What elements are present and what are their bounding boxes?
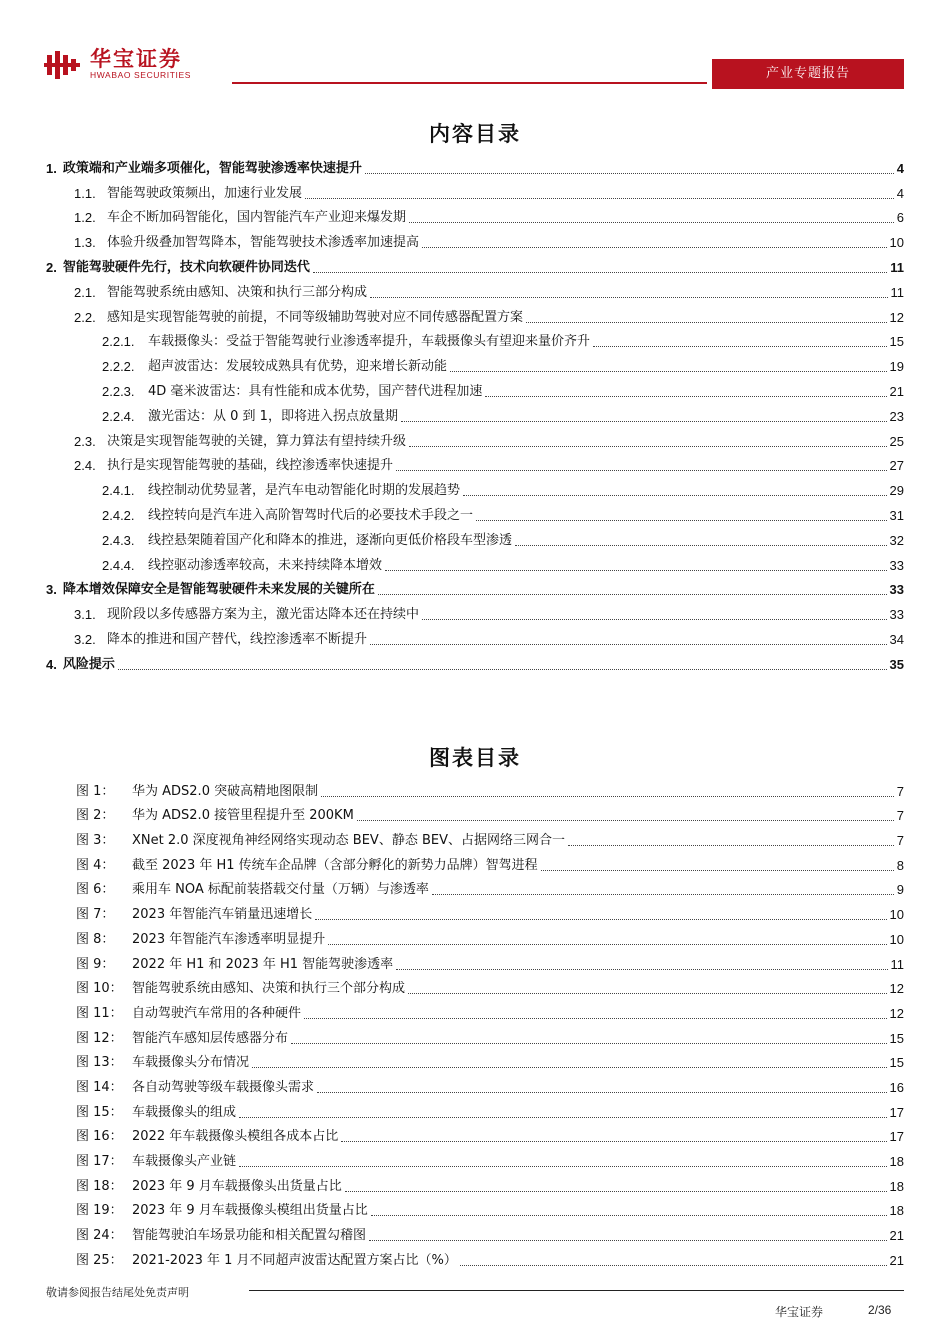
- figures-title: 图表目录: [429, 745, 521, 770]
- disclaimer-note: 敬请参阅报告结尾处免责声明: [46, 1286, 189, 1299]
- toc-entry-number: 2.4.: [74, 458, 96, 474]
- dot-leader: [422, 247, 887, 248]
- figure-entry-number: 图 11：: [76, 1005, 123, 1021]
- figure-entry-number: 图 9：: [76, 956, 115, 972]
- logo-name-cn: 华宝证券: [90, 47, 182, 71]
- toc-entry-number: 2.4.1.: [102, 483, 135, 499]
- toc-title: 内容目录: [429, 121, 521, 146]
- dot-leader: [422, 619, 887, 620]
- toc-entry-number: 2.: [46, 259, 57, 275]
- toc-entry-title: 智能驾驶政策频出，加速行业发展: [107, 185, 303, 201]
- figure-entry-title: 2022 年 H1 和 2023 年 H1 智能驾驶渗透率: [132, 956, 394, 972]
- toc-entry-page: 35: [889, 656, 904, 672]
- figure-entry[interactable]: [76, 901, 904, 926]
- figure-entry[interactable]: [76, 877, 904, 902]
- dot-leader: [328, 944, 886, 945]
- toc-entry-page: 6: [896, 210, 904, 226]
- toc-entry-page: 25: [889, 433, 904, 449]
- toc-entry-number: 3.2.: [74, 631, 96, 647]
- figure-entry-number: 图 12：: [76, 1030, 123, 1046]
- toc-entry-title: 智能驾驶系统由感知、决策和执行三部分构成: [107, 284, 368, 300]
- toc-entry-page: 27: [889, 458, 904, 474]
- figure-entry-number: 图 7：: [76, 907, 115, 923]
- toc-entry-page: 19: [889, 359, 904, 375]
- toc-entry-page: 29: [889, 483, 904, 499]
- toc-entry-title: 线控悬架随着国产化和降本的推进，逐渐向更低价格段车型渗透: [148, 532, 513, 548]
- dot-leader: [476, 520, 887, 521]
- figure-entry[interactable]: [76, 1247, 904, 1272]
- list-of-figures: [76, 778, 904, 1272]
- figure-entry-page: 12: [889, 1005, 904, 1021]
- dot-leader: [118, 669, 887, 670]
- toc-entry[interactable]: [46, 527, 904, 552]
- figure-entry[interactable]: [76, 1099, 904, 1124]
- dot-leader: [370, 644, 887, 645]
- figure-entry-title: 自动驾驶汽车常用的各种硬件: [132, 1005, 302, 1021]
- toc-entry-number: 2.1.: [74, 284, 96, 300]
- figure-entry-number: 图 19：: [76, 1203, 123, 1219]
- figure-entry-title: 车载摄像头的组成: [132, 1104, 237, 1120]
- dot-leader: [409, 222, 894, 223]
- toc-entry[interactable]: [46, 502, 904, 527]
- figure-entry-title: 2023 年 9 月车载摄像头出货量占比: [132, 1178, 342, 1194]
- toc-entry[interactable]: [46, 353, 904, 378]
- dot-leader: [252, 1067, 887, 1068]
- toc-entry[interactable]: [46, 180, 904, 205]
- figure-entry-number: 图 25：: [76, 1252, 123, 1268]
- figure-entry-number: 图 14：: [76, 1079, 123, 1095]
- figure-entry-page: 10: [889, 907, 904, 923]
- page-header: [0, 0, 950, 110]
- figure-entry-page: 18: [889, 1178, 904, 1194]
- dot-leader: [409, 446, 887, 447]
- dot-leader: [460, 1265, 887, 1266]
- dot-leader: [304, 1018, 887, 1019]
- figure-entry-title: 2023 年智能汽车销量迅速增长: [132, 907, 313, 923]
- figure-entry[interactable]: [76, 1198, 904, 1223]
- toc-entry-title: 车载摄像头：受益于智能驾驶行业渗透率提升，车载摄像头有望迎来量价齐升: [148, 334, 591, 350]
- footer-company: 华宝证券: [775, 1305, 824, 1319]
- toc-entry-page: 12: [889, 309, 904, 325]
- figure-entry-title: 华为 ADS2.0 接管里程提升至 200KM: [132, 808, 354, 824]
- figure-entry-title: 截至 2023 年 H1 传统车企品牌（含部分孵化的新势力品牌）智驾进程: [132, 857, 538, 873]
- toc-entry-number: 2.4.4.: [102, 557, 135, 573]
- toc-entry-title: 降本增效保障安全是智能驾驶硬件未来发展的关键所在: [62, 582, 375, 598]
- toc-entry-number: 2.2.1.: [102, 334, 135, 350]
- figure-entry[interactable]: [76, 1025, 904, 1050]
- figure-entry-number: 图 1：: [76, 783, 115, 799]
- figure-entry-number: 图 17：: [76, 1154, 123, 1169]
- toc-entry-number: 2.2.2.: [102, 359, 135, 375]
- figure-entry-number: 图 6：: [76, 882, 115, 898]
- toc-entry-title: 线控转向是汽车进入高阶智驾时代后的必要技术手段之一: [148, 507, 474, 523]
- toc-entry-number: 2.2.4.: [102, 408, 135, 424]
- toc-entry-title: 决策是实现智能驾驶的关键，算力算法有望持续升级: [107, 433, 407, 449]
- figure-entry[interactable]: [76, 1148, 904, 1173]
- figure-entry-page: 11: [890, 956, 904, 972]
- logo-name-en: HWABAO SECURITIES: [90, 70, 192, 80]
- toc-entry-title: 体验升级叠加智驾降本，智能驾驶技术渗透率加速提高: [107, 235, 420, 251]
- toc-entry[interactable]: [46, 428, 904, 453]
- figure-entry-number: 图 15：: [76, 1104, 123, 1120]
- dot-leader: [408, 993, 887, 994]
- toc-entry[interactable]: [46, 229, 904, 254]
- toc-entry-page: 33: [889, 582, 904, 598]
- dot-leader: [541, 870, 894, 871]
- toc-entry[interactable]: [46, 155, 904, 180]
- dot-leader: [396, 470, 887, 471]
- dot-leader: [396, 969, 887, 970]
- figure-entry-number: 图 24：: [76, 1228, 123, 1244]
- figure-entry-number: 图 2：: [76, 808, 115, 824]
- figure-entry-number: 图 3：: [76, 833, 115, 849]
- toc-entry[interactable]: [46, 601, 904, 626]
- figure-entry[interactable]: [76, 1124, 904, 1149]
- toc-entry-page: 4: [896, 185, 904, 201]
- toc-entry-page: 4: [896, 160, 904, 176]
- toc-entry-title: 4D 毫米波雷达：具有性能和成本优势，国产替代进程加速: [148, 383, 483, 399]
- toc-entry-number: 2.4.3.: [102, 532, 135, 548]
- figure-entry[interactable]: [76, 926, 904, 951]
- toc-entry-title: 超声波雷达：发展较成熟具有优势，迎来增长新动能: [148, 359, 448, 375]
- toc-entry-number: 2.3.: [74, 433, 96, 449]
- figure-entry[interactable]: [76, 1050, 904, 1075]
- figure-entry-page: 15: [889, 1055, 904, 1071]
- toc-entry-number: 2.2.3.: [102, 383, 135, 399]
- toc-entry[interactable]: [46, 205, 904, 230]
- dot-leader: [371, 1215, 887, 1216]
- toc-entry[interactable]: [46, 378, 904, 403]
- header-divider: [232, 82, 707, 84]
- dot-leader: [401, 421, 887, 422]
- figure-entry[interactable]: [76, 1222, 904, 1247]
- figure-entry-title: 智能驾驶泊车场景功能和相关配置勾稽图: [132, 1228, 367, 1244]
- toc-entry-title: 执行是实现智能驾驶的基础，线控渗透率快速提升: [107, 458, 394, 474]
- figure-entry-number: 图 4：: [76, 857, 115, 873]
- figure-entry-number: 图 8：: [76, 931, 115, 947]
- figure-entry-title: 华为 ADS2.0 突破高精地图限制: [132, 783, 319, 799]
- dot-leader: [593, 346, 887, 347]
- toc-entry-page: 33: [889, 557, 904, 573]
- toc-entry-number: 2.2.: [74, 309, 96, 325]
- toc-entry-number: 1.2.: [74, 210, 96, 226]
- toc-entry[interactable]: [46, 254, 904, 279]
- toc-entry-title: 感知是实现智能驾驶的前提，不同等级辅助驾驶对应不同传感器配置方案: [107, 309, 524, 325]
- figure-entry-number: 图 18：: [76, 1178, 123, 1194]
- figure-entry[interactable]: [76, 951, 904, 976]
- figure-entry-page: 12: [889, 981, 904, 997]
- figure-entry-page: 18: [889, 1154, 904, 1169]
- hwabao-logo-icon: [44, 49, 84, 81]
- toc-entry-number: 3.1.: [74, 607, 96, 623]
- dot-leader: [526, 322, 887, 323]
- toc-entry-page: 31: [889, 507, 904, 523]
- dot-leader: [485, 396, 886, 397]
- dot-leader: [365, 173, 894, 174]
- dot-leader: [357, 820, 894, 821]
- figure-entry-title: 车载摄像头分布情况: [132, 1055, 250, 1071]
- figure-entry-page: 9: [896, 882, 904, 898]
- dot-leader: [432, 894, 894, 895]
- figure-entry-title: 智能汽车感知层传感器分布: [132, 1030, 289, 1046]
- toc-entry-page: 10: [889, 235, 904, 251]
- figure-entry-page: 15: [889, 1030, 904, 1046]
- dot-leader: [305, 198, 894, 199]
- dot-leader: [463, 495, 887, 496]
- toc-entry-number: 1.: [46, 160, 57, 176]
- figure-entry-page: 7: [896, 783, 904, 799]
- dot-leader: [315, 919, 886, 920]
- figure-entry[interactable]: [76, 852, 904, 877]
- page-number: 2/36: [868, 1303, 892, 1317]
- figure-entry-title: 2023 年 9 月车载摄像头模组出货量占比: [132, 1203, 368, 1219]
- figure-entry-page: 7: [896, 833, 904, 849]
- figure-entry-page: 16: [889, 1079, 904, 1095]
- toc-entry[interactable]: [46, 577, 904, 602]
- dot-leader: [291, 1043, 887, 1044]
- figure-entry-page: 17: [889, 1129, 904, 1145]
- dot-leader: [385, 570, 887, 571]
- figure-entry-number: 图 10：: [76, 981, 123, 997]
- dot-leader: [239, 1117, 887, 1118]
- toc-entry-page: 11: [890, 284, 904, 300]
- figure-entry-page: 17: [889, 1104, 904, 1120]
- dot-leader: [239, 1166, 887, 1167]
- toc-entry-title: 风险提示: [62, 656, 115, 672]
- dot-leader: [450, 371, 887, 372]
- figure-entry-page: 8: [896, 857, 904, 873]
- toc-entry-title: 智能驾驶硬件先行，技术向软硬件协同迭代: [62, 259, 310, 275]
- toc-entry-page: 34: [889, 631, 904, 647]
- figure-entry-number: 图 16：: [76, 1129, 123, 1145]
- toc-entry[interactable]: [46, 552, 904, 577]
- figure-entry[interactable]: [76, 976, 904, 1001]
- toc-entry[interactable]: [46, 626, 904, 651]
- company-logo: [44, 48, 191, 81]
- toc-entry-page: 21: [889, 383, 904, 399]
- figure-entry-title: 2023 年智能汽车渗透率明显提升: [132, 931, 326, 947]
- toc-entry-page: 15: [889, 334, 904, 350]
- figure-entry[interactable]: [76, 778, 904, 803]
- toc-entry[interactable]: [46, 279, 904, 304]
- toc-entry-title: 现阶段以多传感器方案为主，激光雷达降本还在持续中: [107, 607, 420, 623]
- figure-entry-title: 2022 年车载摄像头模组各成本占比: [132, 1129, 339, 1145]
- figure-entry-page: 10: [889, 931, 904, 947]
- toc-entry-number: 1.3.: [74, 235, 96, 251]
- toc-entry-title: 激光雷达：从 0 到 1，即将进入拐点放量期: [148, 408, 398, 424]
- toc-entry-title: 降本的推进和国产替代，线控渗透率不断提升: [107, 631, 368, 647]
- toc-entry-number: 3.: [46, 582, 57, 598]
- figure-entry[interactable]: [76, 1000, 904, 1025]
- toc-entry[interactable]: [46, 651, 904, 676]
- table-of-contents: [46, 155, 904, 676]
- figure-entry-page: 21: [889, 1228, 904, 1244]
- toc-entry-number: 4.: [46, 656, 57, 672]
- figure-entry-title: 2021-2023 年 1 月不同超声波雷达配置方案占比（%）: [132, 1252, 457, 1268]
- dot-leader: [378, 594, 887, 595]
- toc-entry[interactable]: [46, 477, 904, 502]
- figure-entry[interactable]: [76, 827, 904, 852]
- toc-entry-page: 32: [889, 532, 904, 548]
- figure-entry-title: 智能驾驶系统由感知、决策和执行三个部分构成: [132, 981, 406, 997]
- report-type-badge: 产业专题报告: [712, 59, 904, 89]
- toc-entry[interactable]: [46, 453, 904, 478]
- toc-entry-title: 线控制动优势显著，是汽车电动智能化时期的发展趋势: [148, 483, 461, 499]
- toc-entry-page: 11: [890, 259, 904, 275]
- figure-entry-title: XNet 2.0 深度视角神经网络实现动态 BEV、静态 BEV、占据网络三网合一: [132, 833, 565, 849]
- toc-entry[interactable]: [46, 329, 904, 354]
- figure-entry-title: 车载摄像头产业链: [132, 1154, 237, 1169]
- dot-leader: [568, 845, 894, 846]
- figure-entry-number: 图 13：: [76, 1055, 123, 1071]
- figure-entry-page: 7: [896, 808, 904, 824]
- figure-entry-page: 18: [889, 1203, 904, 1219]
- toc-entry-number: 1.1.: [74, 185, 96, 201]
- toc-entry-page: 33: [889, 607, 904, 623]
- dot-leader: [515, 545, 887, 546]
- figure-entry-title: 乘用车 NOA 标配前装搭载交付量（万辆）与渗透率: [132, 882, 429, 898]
- footer-divider: [249, 1290, 904, 1291]
- dot-leader: [317, 1092, 887, 1093]
- figure-entry[interactable]: [76, 1173, 904, 1198]
- dot-leader: [321, 796, 894, 797]
- toc-entry[interactable]: [46, 304, 904, 329]
- figure-entry-title: 各自动驾驶等级车载摄像头需求: [132, 1079, 315, 1095]
- toc-entry-title: 车企不断加码智能化，国内智能汽车产业迎来爆发期: [107, 210, 407, 226]
- toc-entry-number: 2.4.2.: [102, 507, 135, 523]
- dot-leader: [345, 1191, 887, 1192]
- toc-entry-title: 政策端和产业端多项催化，智能驾驶渗透率快速提升: [62, 160, 362, 176]
- dot-leader: [369, 1240, 887, 1241]
- figure-entry[interactable]: [76, 803, 904, 828]
- toc-entry-title: 线控驱动渗透率较高，未来持续降本增效: [148, 557, 383, 573]
- toc-entry-page: 23: [889, 408, 904, 424]
- figure-entry-page: 21: [889, 1252, 904, 1268]
- dot-leader: [341, 1141, 886, 1142]
- dot-leader: [370, 297, 887, 298]
- dot-leader: [313, 272, 887, 273]
- figure-entry[interactable]: [76, 1074, 904, 1099]
- toc-entry[interactable]: [46, 403, 904, 428]
